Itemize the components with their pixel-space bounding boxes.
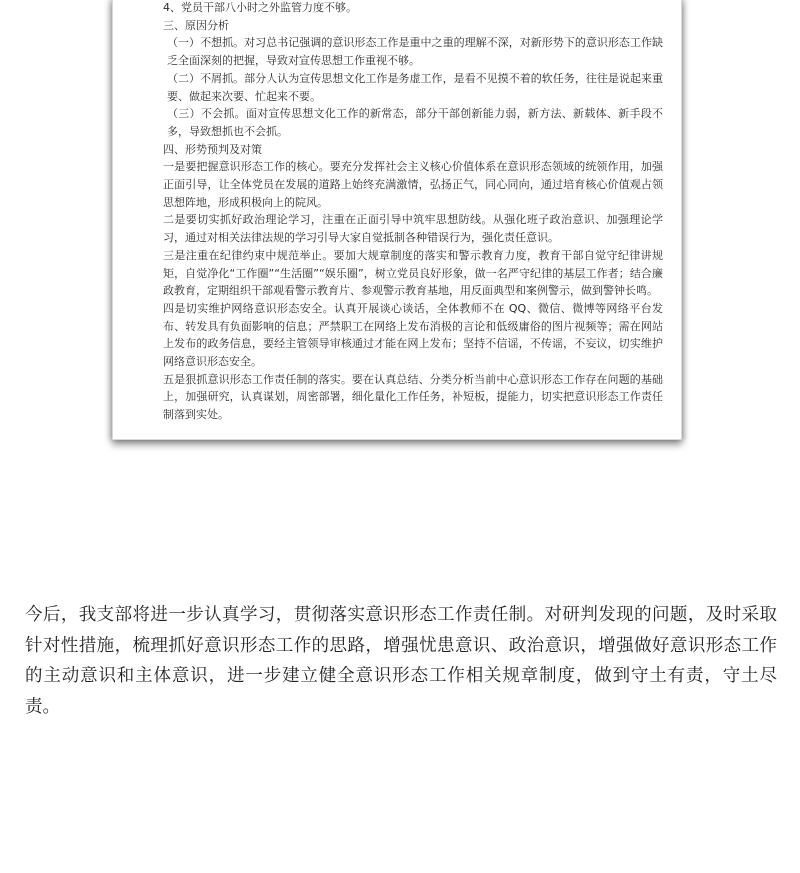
heading-countermeasures: 四、形势预判及对策 xyxy=(163,142,262,156)
paragraph-measure-4: 四是切实维护网络意识形态安全。认真开展谈心谈话，全体教师不在 QQ、微信、微博等网络平台发布、转发具有负面影响的信息；严禁职工在网络上发布消极的言论和低级庸俗的图片视频等；需在网站上发布的政务信息，要经主管领导审核通过才能在网上发布；坚持不信谣，不传谣，不妄议，切实维护网络意识形态安全。 xyxy=(163,301,663,369)
paragraph-cause-3: （三）不会抓。面对宣传思想文化工作的新常态，部分干部创新能力弱，新方法、新载体、新手段不多，导致想抓也不会抓。 xyxy=(167,107,663,138)
paragraph-measure-5: 五是狠抓意识形态工作责任制的落实。要在认真总结、分类分析当前中心意识形态工作存在问题的基础上，加强研究，认真谋划，周密部署，细化量化工作任务，补短板，提能力，切实把意识形态工作责任制落到实处。 xyxy=(163,372,663,422)
paragraph-cause-2: （二）不屑抓。部分人认为宣传思想文化工作是务虚工作，是看不见摸不着的软任务，往往是说起来重要、做起来次要、忙起来不要。 xyxy=(167,71,663,103)
document-page xyxy=(112,0,682,440)
paragraph-cause-1: （一）不想抓。对习总书记强调的意识形态工作是重中之重的理解不深，对新形势下的意识形态工作缺乏全面深刻的把握，导致对宣传思想工作重视不够。 xyxy=(167,36,663,68)
document-body xyxy=(163,0,663,424)
heading-cause-analysis: 三、原因分析 xyxy=(163,18,229,32)
paragraph-measure-3: 三是注重在纪律约束中规范举止。要加大规章制度的落实和警示教育力度，教育干部自觉守纪律讲规矩，自觉净化“工作圈”“生活圈”“娱乐圈”，树立党员良好形象，做一名严守纪律的基层工作者；结合廉政教育，定期组织干部观看警示教育片、参观警示教育基地，用反面典型和案例警示，做到警钟长鸣。 xyxy=(163,248,663,298)
paragraph-measure-2: 二是要切实抓好政治理论学习，注重在正面引导中筑牢思想防线。从强化班子政治意识、加强理论学习，通过对相关法律法规的学习引导大家自觉抵制各种错误行为，强化责任意识。 xyxy=(163,213,663,245)
paragraph-measure-1: 一是要把握意识形态工作的核心。要充分发挥社会主义核心价值体系在意识形态领域的统领作用，加强正面引导，让全体党员在发展的道路上始终充满激情，弘扬正气，同心同向，通过培育核心价值观占领思想阵地，形成积极向上的院风。 xyxy=(163,160,663,209)
conclusion-paragraph: 今后，我支部将进一步认真学习，贯彻落实意识形态工作责任制。对研判发现的问题，及时采取针对性措施，梳理抓好意识形态工作的思路，增强忧患意识、政治意识，增强做好意识形态工作的主动意识和主体意识，进一步建立健全意识形态工作相关规章制度，做到守土有责，守土尽责。 xyxy=(25,605,777,717)
paragraph-supervision: 4、党员干部八小时之外监管力度不够。 xyxy=(163,1,357,14)
